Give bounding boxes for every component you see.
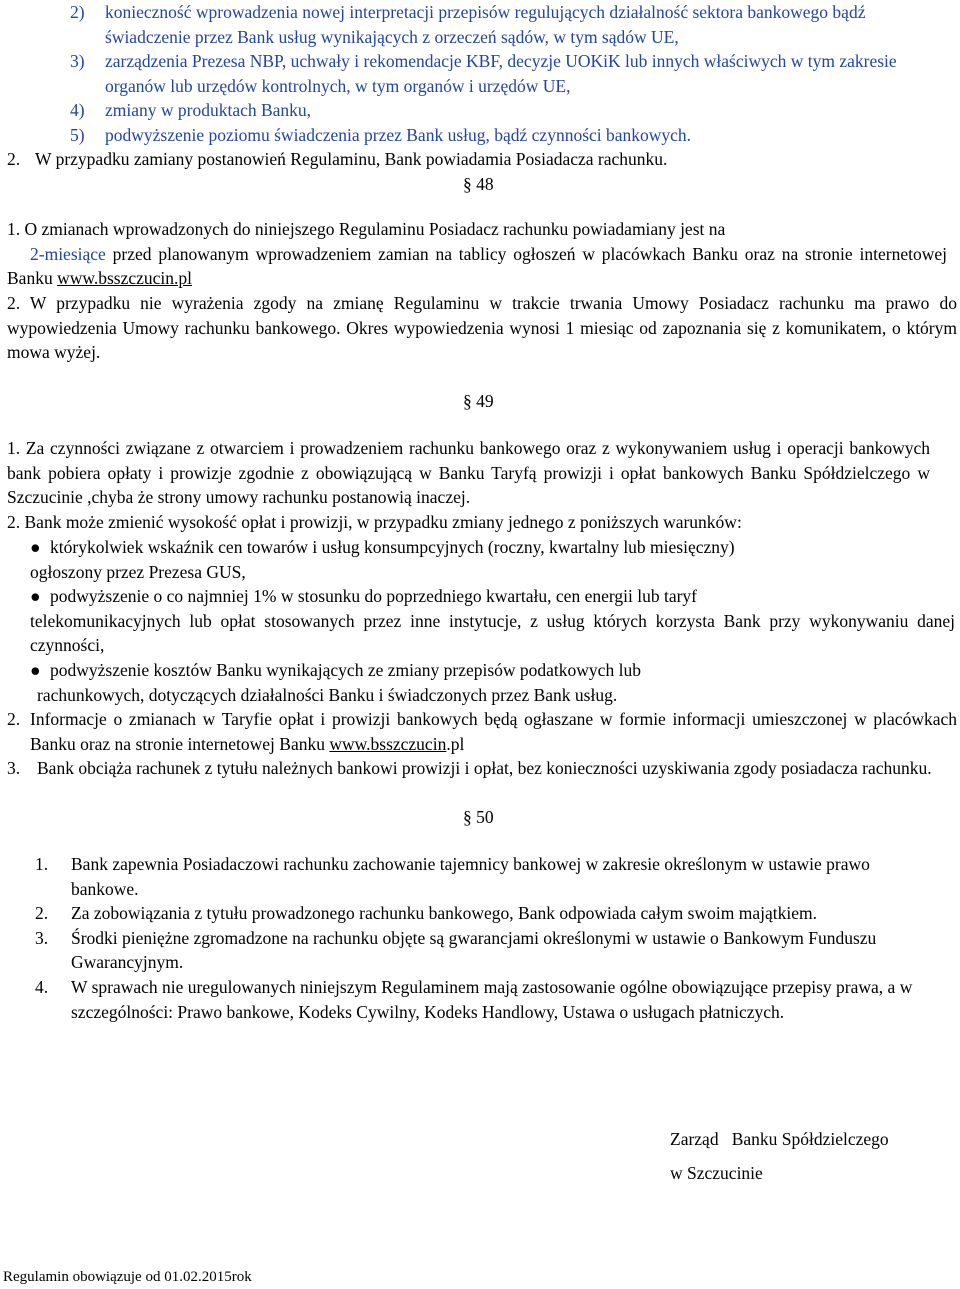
paragraph-number: 2. bbox=[7, 709, 21, 729]
paragraph-number: 2. bbox=[7, 512, 21, 532]
paragraph-2-tail bbox=[7, 147, 947, 172]
section-48-heading: § 48 bbox=[463, 174, 494, 194]
paragraph-text: W przypadku nie wyrażenia zgody na zmianę Regulaminu w trakcie trwania Umowy Posiadacz rachunku ma prawo do wypowiedzenia Umowy rachunku bankowego. Okres wypowiedzenia wynosi 1 miesiąc od zapoznania się z komunikatem, o którym mowa wyżej. bbox=[7, 293, 958, 363]
signature-line-1: Zarząd Banku Spółdzielczego bbox=[670, 1129, 889, 1149]
conditions-list bbox=[30, 535, 955, 707]
paragraph-body bbox=[30, 707, 957, 756]
intro-item-5 bbox=[70, 123, 950, 148]
section-50-item-3 bbox=[35, 926, 940, 975]
condition-text: którykolwiek wskaźnik cen towarów i usług konsumpcyjnych (roczny, kwartalny lub miesięczny) bbox=[50, 537, 735, 557]
bullet-icon: ● bbox=[30, 537, 41, 557]
intro-item-text: podwyższenie poziomu świadczenia przez Bank usług, bądź czynności bankowych. bbox=[105, 124, 692, 145]
bullet-icon: ● bbox=[30, 586, 41, 607]
intro-item-number: 2) bbox=[70, 2, 85, 22]
paragraph-number: 3. bbox=[7, 758, 21, 778]
section-49-paragraph-4 bbox=[7, 756, 942, 781]
list-item-text: Środki pieniężne zgromadzone na rachunku objęte są gwarancjami określonymi w ustawie o Bankowym Funduszu Gwarancyjnym. bbox=[71, 927, 877, 973]
section-50-heading: § 50 bbox=[463, 807, 494, 827]
section-49-paragraph-3 bbox=[7, 707, 957, 756]
section-49-heading: § 49 bbox=[463, 391, 494, 411]
paragraph-text: O zmianach wprowadzonych do niniejszego Regulaminu Posiadacz rachunku powiadamiany jest na bbox=[24, 219, 726, 239]
paragraph-text: Bank obciąża rachunek z tytułu należnych bankowi prowizji i opłat, bez konieczności uzyskiwania zgody posiadacza rachunku. bbox=[37, 758, 932, 778]
intro-item-text: zmiany w produktach Banku, bbox=[105, 100, 312, 121]
intro-item-2 bbox=[70, 0, 950, 49]
intro-item-text: konieczność wprowadzenia nowej interpretacji przepisów regulujących działalność sektora bankowego bądź świadczenie przez Bank usług wynikających z orzeczeń sądów, w tym sądów UE, bbox=[105, 2, 866, 47]
list-item-number: 4. bbox=[35, 976, 49, 997]
paragraph-text: przed planowanym wprowadzeniem zamian na tablicy ogłoszeń w placówkach Banku oraz na stronie internetowej Banku bbox=[7, 243, 947, 289]
link-suffix: .pl bbox=[446, 733, 465, 754]
list-item-number: 2. bbox=[35, 903, 49, 924]
list-item-number: 3. bbox=[35, 927, 49, 948]
paragraph-number: 1. bbox=[7, 438, 21, 458]
list-item-text: Bank zapewnia Posiadaczowi rachunku zachowanie tajemnicy bankowej w zakresie określonym w ustawie prawo bankowe. bbox=[71, 854, 870, 899]
condition-item-3 bbox=[30, 658, 955, 707]
paragraph-text: Bank może zmienić wysokość opłat i prowizji, w przypadku zmiany jednego z poniższych warunków: bbox=[24, 512, 742, 532]
bank-website-link[interactable]: www.bsszczucin.pl bbox=[57, 268, 193, 289]
section-49-paragraph-2 bbox=[7, 510, 952, 535]
section-49-paragraph-1 bbox=[7, 436, 930, 510]
intro-item-text: zarządzenia Prezesa NBP, uchwały i rekomendacje KBF, decyzje UOKiK lub innych właściwych w tym zakresie organów lub urzędów kontrolnych, w tym organów i urzędów UE, bbox=[105, 51, 897, 96]
condition-item-1 bbox=[30, 535, 955, 584]
condition-text-continued: ogłoszony przez Prezesa GUS, bbox=[30, 561, 246, 582]
list-item-number: 1. bbox=[35, 854, 49, 874]
condition-text: podwyższenie kosztów Banku wynikających ze zmiany przepisów podatkowych lub bbox=[50, 659, 641, 680]
paragraph-text: Za czynności związane z otwarciem i prowadzeniem rachunku bankowego oraz z wykonywaniem usług i operacji bankowych bank pobiera opłaty i prowizje zgodnie z obowiązującą w Banku Taryfą prowizji i opłat bankowych Banku Spółdzielczego w Szczucinie ,chyba że strony umowy rachunku postanowią inaczej. bbox=[7, 438, 930, 508]
intro-item-number: 5) bbox=[70, 124, 85, 145]
paragraph-number: 2. bbox=[7, 149, 21, 169]
paragraph-number: 2. bbox=[7, 293, 21, 313]
list-item-text: W sprawach nie uregulowanych niniejszym Regulaminem mają zastosowanie ogólne obowiązujące przepisy prawa, a w szczególności: Prawo bankowe, Kodeks Cywilny, Kodeks Handlowy, Ustawa o usługach płatniczych. bbox=[71, 976, 913, 1022]
intro-item-number: 4) bbox=[70, 100, 85, 121]
section-48-paragraph-2 bbox=[7, 291, 957, 365]
bullet-icon: ● bbox=[30, 659, 41, 680]
bank-website-link[interactable]: www.bsszczucin bbox=[329, 733, 447, 754]
condition-text-continued: rachunkowych, dotyczących działalności Banku i świadczonych przez Bank usług. bbox=[37, 684, 618, 705]
section-50-item-4 bbox=[35, 975, 940, 1024]
condition-item-2 bbox=[30, 584, 955, 658]
condition-text: podwyższenie o co najmniej 1% w stosunku do poprzedniego kwartału, cen energii lub taryf bbox=[50, 586, 697, 607]
intro-item-3 bbox=[70, 49, 950, 98]
paragraph-text: W przypadku zamiany postanowień Regulaminu, Bank powiadamia Posiadacza rachunku. bbox=[35, 149, 668, 169]
list-item-text: Za zobowiązania z tytułu prowadzonego rachunku bankowego, Bank odpowiada całym swoim majątkiem. bbox=[71, 903, 817, 924]
section-50-item-2 bbox=[35, 901, 940, 926]
intro-item-number: 3) bbox=[70, 51, 85, 72]
section-48-paragraph-1 bbox=[7, 217, 947, 291]
intro-item-4 bbox=[70, 98, 950, 123]
condition-text-continued: telekomunikacyjnych lub opłat stosowanych przez inne instytucje, z usług których korzysta Bank przy wykonywaniu danej czynności, bbox=[30, 610, 955, 656]
paragraph-number: 1. bbox=[7, 219, 21, 239]
paragraph-text: Informacje o zmianach w Taryfie opłat i prowizji bankowych będą ogłaszane w formie informacji umieszczonej w placówkach Banku oraz na stronie internetowej Banku bbox=[30, 709, 957, 754]
section-50-list bbox=[35, 852, 940, 1024]
notice-period: 2-miesiące bbox=[30, 243, 106, 264]
intro-list bbox=[70, 0, 950, 148]
signature-line-2: w Szczucinie bbox=[670, 1163, 763, 1183]
section-50-item-1 bbox=[35, 852, 940, 901]
footer-validity-note: Regulamin obowiązuje od 01.02.2015rok bbox=[3, 1269, 252, 1285]
